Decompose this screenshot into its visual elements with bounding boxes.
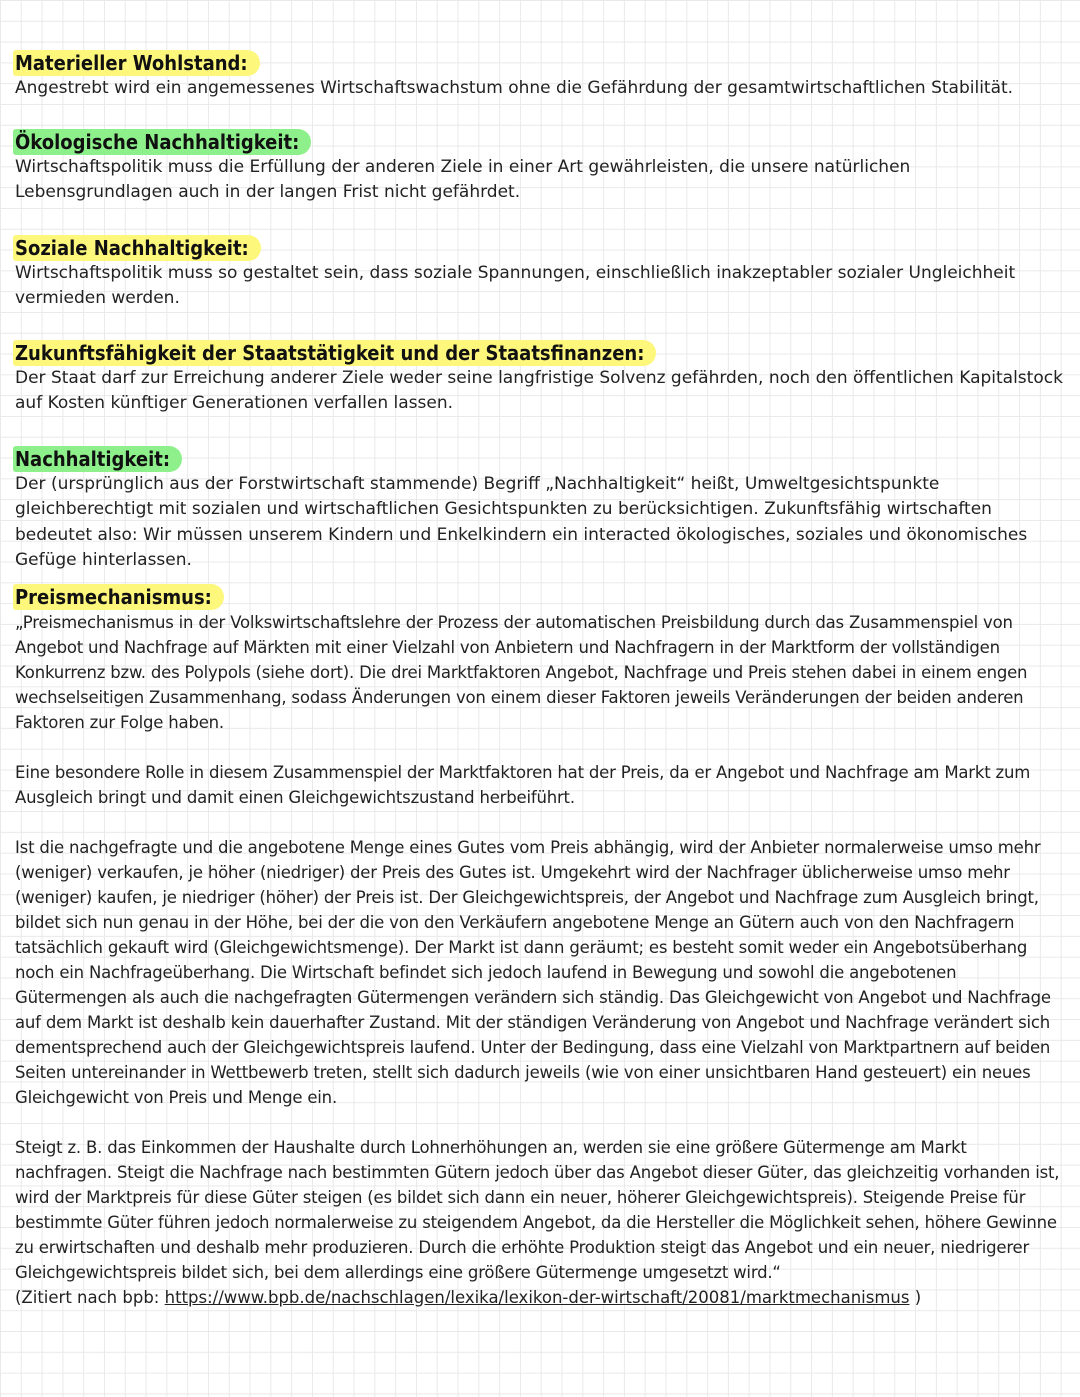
heading-preismechanismus: Preismechanismus: <box>13 584 224 610</box>
heading-oekologische-nachhaltigkeit: Ökologische Nachhaltigkeit: <box>13 129 311 155</box>
section-nachhaltigkeit <box>15 446 1065 574</box>
heading-nachhaltigkeit: Nachhaltigkeit: <box>13 446 182 472</box>
heading-zukunftsfaehigkeit: Zukunftsfähigkeit der Staatstätigkeit und der Staatsfinanzen: <box>13 340 656 366</box>
paragraph-preismechanismus-2: Eine besondere Rolle in diesem Zusammenspiel der Marktfaktoren hat der Preis, da er Angebot und Nachfrage am Markt zum Ausgleich bringt und damit einen Gleichgewichtszustand herbeiführt. <box>15 762 1031 807</box>
section-soziale-nachhaltigkeit <box>15 235 1065 312</box>
text-oekologische-nachhaltigkeit: Wirtschaftspolitik muss die Erfüllung der anderen Ziele in einer Art gewährleisten, die unsere natürlichen Lebensgrundlagen auch in der langen Frist nicht gefährdet. <box>15 156 911 202</box>
heading-soziale-nachhaltigkeit: Soziale Nachhaltigkeit: <box>13 235 261 261</box>
text-zukunftsfaehigkeit: Der Staat darf zur Erreichung anderer Ziele weder seine langfristige Solvenz gefährden, noch den öffentlichen Kapitalstock auf Kosten künftiger Generationen verfallen lassen. <box>15 367 1063 413</box>
section-materieller-wohlstand <box>15 50 1065 102</box>
section-oekologische-nachhaltigkeit <box>15 129 1065 206</box>
section-preismechanismus <box>15 584 1065 1310</box>
text-materieller-wohlstand: Angestrebt wird ein angemessenes Wirtschaftswachstum ohne die Gefährdung der gesamtwirtschaftlichen Stabilität. <box>15 78 1014 98</box>
section-zukunftsfaehigkeit <box>15 340 1065 417</box>
text-nachhaltigkeit: Der (ursprünglich aus der Forstwirtschaft stammende) Begriff „Nachhaltigkeit“ heißt, Umweltgesichtspunkte gleichberechtigt mit sozialen und wirtschaftlichen Gesichtspunkten zu berücksichtigen. Zukunftsfähig wirtschaften bedeutet also: Wir müssen unserem Kindern und Enkelkindern ein interacted ökologisches, soziales und ökonomisches Gefüge hinterlassen. <box>15 473 1028 570</box>
source-prefix: (Zitiert nach bpb: <box>15 1287 165 1307</box>
source-suffix: ) <box>909 1287 922 1307</box>
source-citation <box>15 1285 1065 1310</box>
paragraph-preismechanismus-1: „Preismechanismus in der Volkswirtschaftslehre der Prozess der automatischen Preisbildung durch das Zusammenspiel von Angebot und Nachfrage auf Märkten mit einer Vielzahl von Anbietern und Nachfragern in der Marktform der vollständigen Konkurrenz bzw. des Polypols (siehe dort). Die drei Marktfaktoren Angebot, Nachfrage und Preis stehen dabei in einem engen wechselseitigen Zusammenhang, sodass Änderungen von einem dieser Faktoren jeweils Veränderungen der beiden anderen Faktoren zur Folge haben. <box>15 612 1028 732</box>
document-page <box>15 50 1065 1310</box>
text-soziale-nachhaltigkeit: Wirtschaftspolitik muss so gestaltet sein, dass soziale Spannungen, einschließlich inakzeptabler sozialer Ungleichheit vermieden werden. <box>15 262 1016 308</box>
heading-materieller-wohlstand: Materieller Wohlstand: <box>13 50 260 76</box>
paragraph-preismechanismus-3: Ist die nachgefragte und die angebotene Menge eines Gutes vom Preis abhängig, wird der Anbieter normalerweise umso mehr (weniger) verkaufen, je höher (niedriger) der Preis des Gutes ist. Umgekehrt wird der Nachfrager üblicherweise umso mehr (weniger) kaufen, je niedriger (höher) der Preis ist. Der Gleichgewichtspreis, der Angebot und Nachfrage zum Ausgleich bringt, bildet sich nun genau in der Höhe, bei der die von den Verkäufern angebotene Menge an Gütern auch von den Nachfragern tatsächlich gekauft wird (Gleichgewichtsmenge). Der Markt ist dann geräumt; es besteht somit weder ein Angebotsüberhang noch ein Nachfrageüberhang. Die Wirtschaft befindet sich jedoch laufend in Bewegung und sowohl die angebotenen Gütermengen als auch die nachgefragten Gütermengen verändern sich ständig. Das Gleichgewicht von Angebot und Nachfrage auf dem Markt ist deshalb kein dauerhafter Zustand. Mit der ständigen Veränderung von Angebot und Nachfrage verändert sich dementsprechend auch der Gleichgewichtspreis laufend. Unter der Bedingung, dass eine Vielzahl von Marktpartnern auf beiden Seiten untereinander in Wettbewerb treten, stellt sich dadurch jeweils (wie von einer unsichtbaren Hand gesteuert) ein neues Gleichgewicht von Preis und Menge ein. <box>15 837 1051 1107</box>
source-link[interactable]: https://www.bpb.de/nachschlagen/lexika/lexikon-der-wirtschaft/20081/marktmechanismus <box>164 1287 910 1307</box>
paragraph-preismechanismus-4: Steigt z. B. das Einkommen der Haushalte durch Lohnerhöhungen an, werden sie eine größere Gütermenge am Markt nachfragen. Steigt die Nachfrage nach bestimmten Gütern jedoch über das Angebot dieser Güter, das gleichzeitig vorhanden ist, wird der Marktpreis für diese Güter steigen (es bildet sich dann ein neuer, höherer Gleichgewichtspreis). Steigende Preise für bestimmte Güter führen jedoch normalerweise zu steigendem Angebot, da die Hersteller die Möglichkeit sehen, höhere Gewinne zu erwirtschaften und deshalb mehr produzieren. Durch die erhöhte Produktion steigt das Angebot und ein neuer, niedrigerer Gleichgewichtspreis bildet sich, bei dem allerdings eine größere Gütermenge umgesetzt wird.“ <box>15 1137 1060 1282</box>
